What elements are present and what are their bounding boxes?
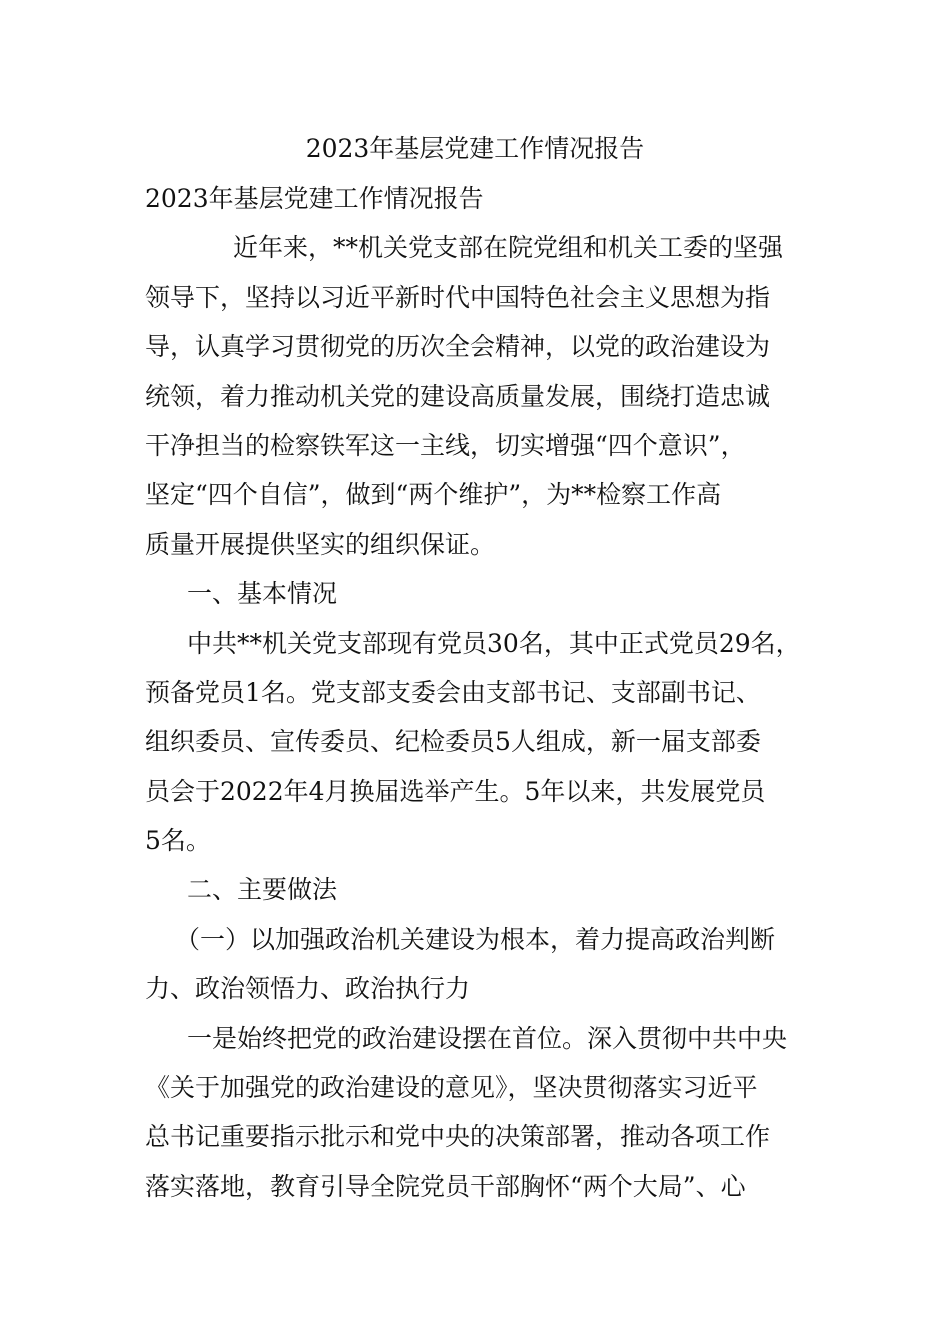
document-title: 2023年基层党建工作情况报告 [305, 134, 645, 163]
body-line: 总书记重要指示批示和党中央的决策部署，推动各项工作 [145, 1122, 771, 1152]
body-line: 组织委员、宣传委员、纪检委员5人组成，新一届支部委 [145, 727, 761, 757]
body-line: 5名。 [145, 826, 211, 856]
body-line: 落实落地，教育引导全院党员干部胸怀“两个大局”、心 [145, 1171, 746, 1201]
body-line: 近年来，**机关党支部在院党组和机关工委的坚强 [233, 233, 784, 263]
section-heading: 一、基本情况 [187, 579, 338, 609]
document-body [145, 181, 815, 1218]
body-line: 统领，着力推动机关党的建设高质量发展，围绕打造忠诚 [145, 381, 771, 411]
body-line: 《关于加强党的政治建设的意见》，坚决贯彻落实习近平 [145, 1073, 758, 1103]
body-line: 中共**机关党支部现有党员30名，其中正式党员29名， [187, 628, 801, 658]
body-line: 一是始终把党的政治建设摆在首位。深入贯彻中共中央 [187, 1023, 788, 1053]
subsection-heading: 力、政治领悟力、政治执行力 [145, 974, 471, 1004]
body-line: 导，认真学习贯彻党的历次全会精神，以党的政治建设为 [145, 332, 771, 362]
body-line: 员会于2022年4月换届选举产生。5年以来，共发展党员 [145, 776, 766, 806]
body-line: 领导下，坚持以习近平新时代中国特色社会主义思想为指 [145, 282, 771, 312]
body-line: 干净担当的检察铁军这一主线，切实增强“四个意识”， [145, 430, 746, 460]
body-line: 预备党员1名。党支部支委会由支部书记、支部副书记、 [145, 677, 761, 707]
body-line: 坚定“四个自信”，做到“两个维护”，为**检察工作高 [145, 480, 722, 510]
section-heading: 二、主要做法 [187, 875, 338, 905]
body-line: 2023年基层党建工作情况报告 [145, 184, 484, 213]
subsection-heading: （一）以加强政治机关建设为根本，着力提高政治判断 [175, 924, 776, 954]
body-line: 质量开展提供坚实的组织保证。 [145, 529, 496, 559]
